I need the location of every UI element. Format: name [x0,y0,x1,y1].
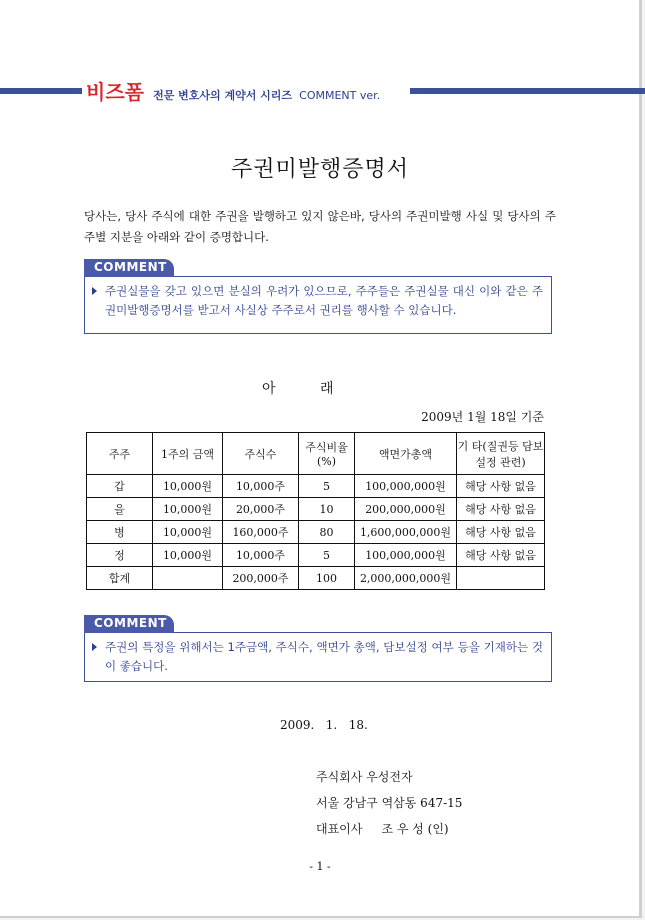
comment-box-2 [84,616,552,682]
table-cell: 10,000원 [153,475,223,498]
table-cell: 80 [299,521,355,544]
table-cell: 10,000원 [153,544,223,567]
header-rule-right [410,88,645,94]
table-row [87,475,545,498]
bullet-arrow-icon [92,643,97,651]
table-cell: 해당 사항 없음 [457,521,545,544]
intro-paragraph: 당사는, 당사 주식에 대한 주권을 발행하고 있지 않은바, 당사의 주권미발행 사실 및 당사의 주주별 지분을 아래와 같이 증명합니다. [84,209,556,244]
table-cell: 100 [299,567,355,590]
comment-label-1: COMMENT [94,260,167,274]
table-total-row [87,567,545,590]
comment-label-2: COMMENT [94,616,167,630]
table-cell: 해당 사항 없음 [457,498,545,521]
comment-body-1 [85,277,551,326]
comment-text-2: 주권의 특정을 위해서는 1주금액, 주식수, 액면가 총액, 담보설정 여부 등을 기재하는 것이 좋습니다. [105,640,543,673]
table-cell: 을 [87,498,153,521]
table-cell: 해당 사항 없음 [457,544,545,567]
comment-text-1: 주권실물을 갖고 있으면 분실의 우려가 있으므로, 주주들은 주권실물 대신 이와 같은 주권미발행증명서를 받고서 사실상 주주로서 권리를 행사할 수 있습니다. [105,284,543,317]
table-cell: 1,600,000,000원 [355,521,457,544]
company-name: 주식회사 우성전자 [316,770,413,784]
table-cell: 20,000주 [223,498,299,521]
table-cell: 5 [299,475,355,498]
col-header: 주식수 [223,433,299,475]
table-cell: 합계 [87,567,153,590]
col-header: 1주의 금액 [153,433,223,475]
table-cell: 갑 [87,475,153,498]
table-cell: 정 [87,544,153,567]
table-cell: 병 [87,521,153,544]
col-header: 액면가총액 [355,433,457,475]
shareholder-table [86,432,545,590]
table-cell: 10,000원 [153,498,223,521]
base-date: 2009년 1월 18일 기준 [421,410,544,424]
table-cell [457,567,545,590]
comment-tab-2 [84,615,174,633]
table-cell: 100,000,000원 [355,475,457,498]
table-row [87,498,545,521]
table-cell: 2,000,000,000원 [355,567,457,590]
col-header: 주식비율(%) [299,433,355,475]
table-cell: 160,000주 [223,521,299,544]
table-cell: 10,000원 [153,521,223,544]
table-cell: 200,000,000원 [355,498,457,521]
brand-logo: 비즈폼 [86,80,144,104]
comment-box-1 [84,260,552,334]
issue-date: 2009. 1. 18. [280,718,368,732]
bullet-arrow-icon [92,287,97,295]
table-cell: 10,000주 [223,475,299,498]
header-rule-left [0,88,82,94]
col-header: 기 타(질권등 담보설정 관련) [457,433,545,475]
company-address: 서울 강남구 역삼동 647-15 [316,796,463,810]
table-header-row [87,433,545,475]
table-cell: 10,000주 [223,544,299,567]
table-cell: 10 [299,498,355,521]
series-name: 전문 변호사의 계약서 시리즈 [153,89,293,102]
table-cell: 5 [299,544,355,567]
representative-signature: 대표이사 조 우 성 (인) [316,822,449,836]
table-cell: 해당 사항 없음 [457,475,545,498]
table-row [87,544,545,567]
table-cell: 200,000주 [223,567,299,590]
section-heading: 아 래 [262,381,334,397]
table-cell [153,567,223,590]
comment-body-2 [85,633,551,682]
comment-tab-1 [84,259,174,277]
col-header: 주주 [87,433,153,475]
version-label: COMMENT ver. [299,89,381,102]
document-title: 주권미발행증명서 [230,157,410,182]
header-banner [86,76,380,105]
table-row [87,521,545,544]
page-number: - 1 - [309,860,331,873]
table-cell: 100,000,000원 [355,544,457,567]
